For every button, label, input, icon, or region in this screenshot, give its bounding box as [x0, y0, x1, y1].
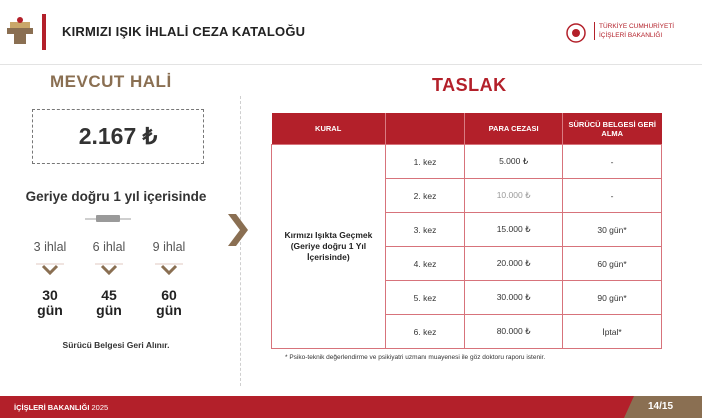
- footer-org-name: İÇİŞLERİ BAKANLIĞI: [14, 403, 90, 412]
- chevron-down-icon: [155, 262, 183, 276]
- fine-amount: 5.000 ₺: [465, 145, 563, 179]
- chevron-right-icon: [228, 214, 248, 246]
- ministry-line-2: İÇİŞLERİ BAKANLIĞI: [599, 32, 663, 39]
- offense-count: 6. kez: [385, 315, 464, 349]
- suspension-days: 60: [161, 287, 177, 303]
- license-suspension: -: [563, 179, 662, 213]
- fine-amount: 15.000 ₺: [465, 213, 563, 247]
- violation-count: 3 ihlal: [33, 240, 67, 254]
- violation-count: 9 ihlal: [152, 240, 186, 254]
- ministry-logo: [566, 22, 586, 44]
- license-suspension: 90 gün*: [563, 281, 662, 315]
- license-suspension: İptal*: [563, 315, 662, 349]
- footer-org: [14, 403, 108, 412]
- license-suspension: 60 gün*: [563, 247, 662, 281]
- table-footnote: * Psiko-teknik değerlendirme ve psikiyatri uzmanı muayenesi ile göz doktoru raporu istenir.: [285, 354, 546, 361]
- license-suspension: 30 gün*: [563, 213, 662, 247]
- table-header-row: [272, 113, 662, 145]
- chevron-down-icon: [36, 262, 64, 276]
- offense-count: 1. kez: [385, 145, 464, 179]
- chevron-down-icon: [95, 262, 123, 276]
- period-slider-decoration: [85, 214, 131, 222]
- header-divider: [0, 64, 702, 65]
- draft-title: TASLAK: [432, 75, 507, 95]
- ministry-name: [594, 22, 674, 40]
- offense-count: 3. kez: [385, 213, 464, 247]
- offense-count: 2. kez: [385, 179, 464, 213]
- current-note: Sürücü Belgesi Geri Alınır.: [62, 340, 170, 350]
- ministry-line-1: TÜRKİYE CUMHURİYETİ: [599, 23, 675, 30]
- page-title: KIRMIZI IŞIK İHLALİ CEZA KATALOĞU: [62, 24, 306, 39]
- fine-amount: 30.000 ₺: [465, 281, 563, 315]
- current-fine-amount: 2.167 ₺: [32, 109, 204, 164]
- offense-count: 5. kez: [385, 281, 464, 315]
- fine-amount: 80.000 ₺: [465, 315, 563, 349]
- penalty-table: [271, 113, 662, 349]
- fine-amount: 10.000 ₺: [465, 179, 563, 213]
- header-fine: PARA CEZASI: [465, 113, 563, 145]
- rule-cell: Kırmızı Işıkta Geçmek (Geriye doğru 1 Yıl İçerisinde): [272, 145, 386, 349]
- offense-count: 4. kez: [385, 247, 464, 281]
- violation-count: 6 ihlal: [92, 240, 126, 254]
- suspension-days: 30: [42, 287, 58, 303]
- header-accent-bar: [42, 14, 46, 50]
- suspension-unit: gün: [37, 302, 63, 318]
- header-rule: KURAL: [272, 113, 386, 145]
- slide-header: [0, 0, 702, 64]
- page-number: 14/15: [648, 401, 674, 412]
- footer-year: 2025: [91, 403, 109, 412]
- period-text: Geriye doğru 1 yıl içerisinde: [25, 189, 207, 204]
- violation-column-3: [149, 240, 189, 318]
- header-license: SÜRÜCÜ BELGESİ GERİ ALMA: [563, 113, 662, 145]
- suspension-days: 45: [101, 287, 117, 303]
- fine-amount: 20.000 ₺: [465, 247, 563, 281]
- suspension-unit: gün: [156, 302, 182, 318]
- emblem-logo: [4, 12, 36, 48]
- slider-thumb: [96, 215, 120, 222]
- license-suspension: -: [563, 145, 662, 179]
- current-title: MEVCUT HALİ: [50, 72, 172, 91]
- violation-column-1: [30, 240, 70, 318]
- suspension-unit: gün: [96, 302, 122, 318]
- header-count: [385, 113, 464, 145]
- violation-column-2: [89, 240, 129, 318]
- table-row: [272, 145, 662, 179]
